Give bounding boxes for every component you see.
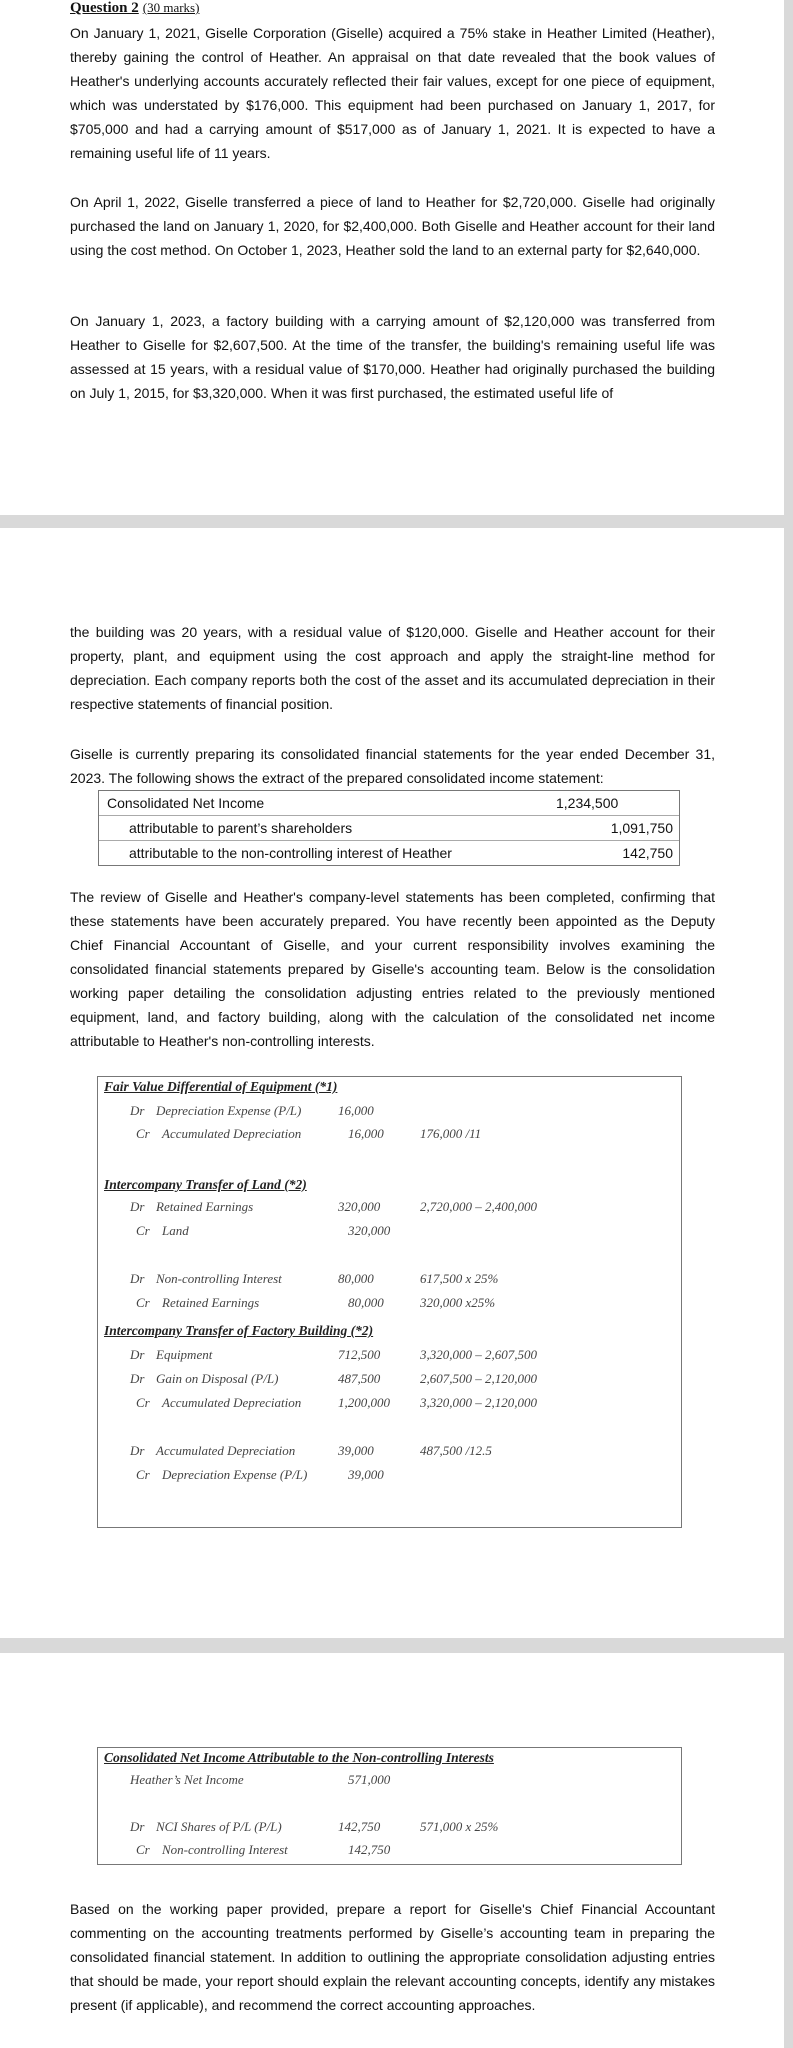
row-value: 1,091,750	[610, 820, 673, 836]
calculation-note: 617,500 x 25%	[420, 1271, 499, 1286]
paragraph-building-continued: the building was 20 years, with a residual value of $120,000. Giselle and Heather account for their property, plant, and equipment using the cost approach and apply the straight-line method for depreciation. Each company reports both the cost of the asset and its accumulated depreciation in their respective statements of financial position.	[70, 624, 715, 712]
credit-amount: 80,000	[348, 1295, 384, 1310]
account-name: Non-controlling Interest	[156, 1271, 282, 1286]
table-row	[99, 841, 679, 865]
table-row	[99, 791, 679, 816]
debit-amount: 142,750	[338, 1819, 381, 1834]
table-row	[99, 816, 679, 841]
row-label: attributable to the non-controlling interest of Heather	[129, 845, 452, 861]
debit-amount: 80,000	[338, 1271, 374, 1286]
calculation-note: 571,000 x 25%	[420, 1819, 499, 1834]
page-3	[0, 1653, 784, 2048]
paragraph-land-transfer: On April 1, 2022, Giselle transferred a piece of land to Heather for $2,720,000. Giselle had originally purchased the land on January 1, 2020, for $2,400,000. Both Giselle and Heather account for their land using the cost method. On October 1, 2023, Heather sold the land to an external party for $2,640,000.	[70, 194, 715, 258]
account-name: NCI Shares of P/L (P/L)	[156, 1819, 282, 1834]
calculation-note: 3,320,000 – 2,607,500	[420, 1347, 537, 1362]
dr-label: Dr	[130, 1103, 145, 1118]
account-name: Equipment	[156, 1347, 213, 1362]
cr-label: Cr	[136, 1842, 150, 1857]
row-label: Consolidated Net Income	[107, 795, 265, 811]
dr-label: Dr	[130, 1347, 145, 1362]
row-value: 1,234,500	[556, 795, 619, 811]
credit-amount: 142,750	[348, 1842, 391, 1857]
account-name: Non-controlling Interest	[162, 1842, 288, 1857]
account-name: Accumulated Depreciation	[156, 1443, 296, 1458]
credit-amount: 16,000	[348, 1126, 384, 1141]
section-title-nci: Consolidated Net Income Attributable to the Non-controlling Interests	[104, 1750, 494, 1765]
account-name: Land	[162, 1223, 189, 1238]
dr-label: Dr	[130, 1819, 145, 1834]
cr-label: Cr	[136, 1395, 150, 1410]
consolidated-income-table	[98, 790, 680, 866]
credit-amount: 39,000	[348, 1467, 384, 1482]
question-heading	[70, 0, 199, 17]
working-paper	[97, 1076, 682, 1528]
debit-amount: 16,000	[338, 1103, 374, 1118]
paragraph-review: The review of Giselle and Heather's company-level statements has been completed, confirming that these statements have been accurately prepared. You have recently been appointed as the Deputy Chief Financial Accountant of Giselle, and your current responsibility involves examining the consolidated financial statements prepared by Giselle's accounting team. Below is the consolidation working paper detailing the consolidation adjusting entries related to the previously mentioned equipment, land, and factory building, along with the calculation of the consolidated net income attributable to Heather's non-controlling interests.	[70, 889, 715, 1049]
cr-label: Cr	[136, 1295, 150, 1310]
calculation-note: 2,607,500 – 2,120,000	[420, 1371, 537, 1386]
page-2	[0, 528, 784, 1638]
row-label: attributable to parent’s shareholders	[129, 820, 353, 836]
account-name: Gain on Disposal (P/L)	[156, 1371, 279, 1386]
cr-label: Cr	[136, 1126, 150, 1141]
question-marks: (30 marks)	[142, 0, 200, 15]
calculation-note: 320,000 x25%	[420, 1295, 496, 1310]
paragraph-acquisition: On January 1, 2021, Giselle Corporation (Giselle) acquired a 75% stake in Heather Limited (Heather), thereby gaining the control of Heather. An appraisal on that date revealed that the book values of Heather's underlying accounts accurately reflected their fair values, except for one piece of equipment, which was understated by $176,000. This equipment had been purchased on January 1, 2017, for $705,000 and had a carrying amount of $517,000 as of January 1, 2021. It is expected to have a remaining useful life of 11 years.	[70, 25, 715, 161]
section-title-building: Intercompany Transfer of Factory Building (*2)	[104, 1323, 374, 1338]
account-name: Heather’s Net Income	[130, 1772, 244, 1787]
credit-amount: 320,000	[348, 1223, 391, 1238]
account-name: Depreciation Expense (P/L)	[162, 1467, 308, 1482]
cr-label: Cr	[136, 1223, 150, 1238]
page-1	[0, 0, 784, 515]
debit-amount: 39,000	[338, 1443, 374, 1458]
account-name: Retained Earnings	[162, 1295, 260, 1310]
account-name: Accumulated Depreciation	[162, 1395, 302, 1410]
row-value: 142,750	[622, 845, 673, 861]
dr-label: Dr	[130, 1443, 145, 1458]
amount: 571,000	[348, 1772, 391, 1787]
debit-amount: 320,000	[338, 1199, 381, 1214]
calculation-note: 3,320,000 – 2,120,000	[420, 1395, 537, 1410]
dr-label: Dr	[130, 1271, 145, 1286]
paragraph-instructions: Based on the working paper provided, prepare a report for Giselle's Chief Financial Accountant commenting on the accounting treatments performed by Giselle’s accounting team in preparing the consolidated financial statement. In addition to outlining the appropriate consolidation adjusting entries that should be made, your report should explain the relevant accounting concepts, identify any mistakes present (if applicable), and recommend the correct accounting approaches.	[70, 1901, 715, 2013]
calculation-note: 2,720,000 – 2,400,000	[420, 1199, 537, 1214]
dr-label: Dr	[130, 1371, 145, 1386]
debit-amount: 487,500	[338, 1371, 381, 1386]
calculation-note: 487,500 /12.5	[420, 1443, 492, 1458]
account-name: Retained Earnings	[156, 1199, 254, 1214]
question-title: Question 2	[70, 0, 139, 16]
nci-working-paper	[97, 1747, 682, 1865]
section-title-equipment: Fair Value Differential of Equipment (*1)	[104, 1079, 338, 1094]
cr-label: Cr	[136, 1467, 150, 1482]
debit-amount: 712,500	[338, 1347, 381, 1362]
credit-amount: 1,200,000	[338, 1395, 390, 1410]
account-name: Depreciation Expense (P/L)	[156, 1103, 302, 1118]
account-name: Accumulated Depreciation	[162, 1126, 302, 1141]
section-title-land: Intercompany Transfer of Land (*2)	[104, 1177, 307, 1192]
paragraph-income-statement-intro: Giselle is currently preparing its consolidated financial statements for the year ended December 31, 2023. The following shows the extract of the prepared consolidated income statement:	[70, 746, 715, 786]
paragraph-building-transfer: On January 1, 2023, a factory building with a carrying amount of $2,120,000 was transferred from Heather to Giselle for $2,607,500. At the time of the transfer, the building's remaining useful life was assessed at 15 years, with a residual value of $170,000. Heather had originally purchased the building on July 1, 2015, for $3,320,000. When it was first purchased, the estimated useful life of	[70, 313, 715, 401]
calculation-note: 176,000 /11	[420, 1126, 482, 1141]
dr-label: Dr	[130, 1199, 145, 1214]
